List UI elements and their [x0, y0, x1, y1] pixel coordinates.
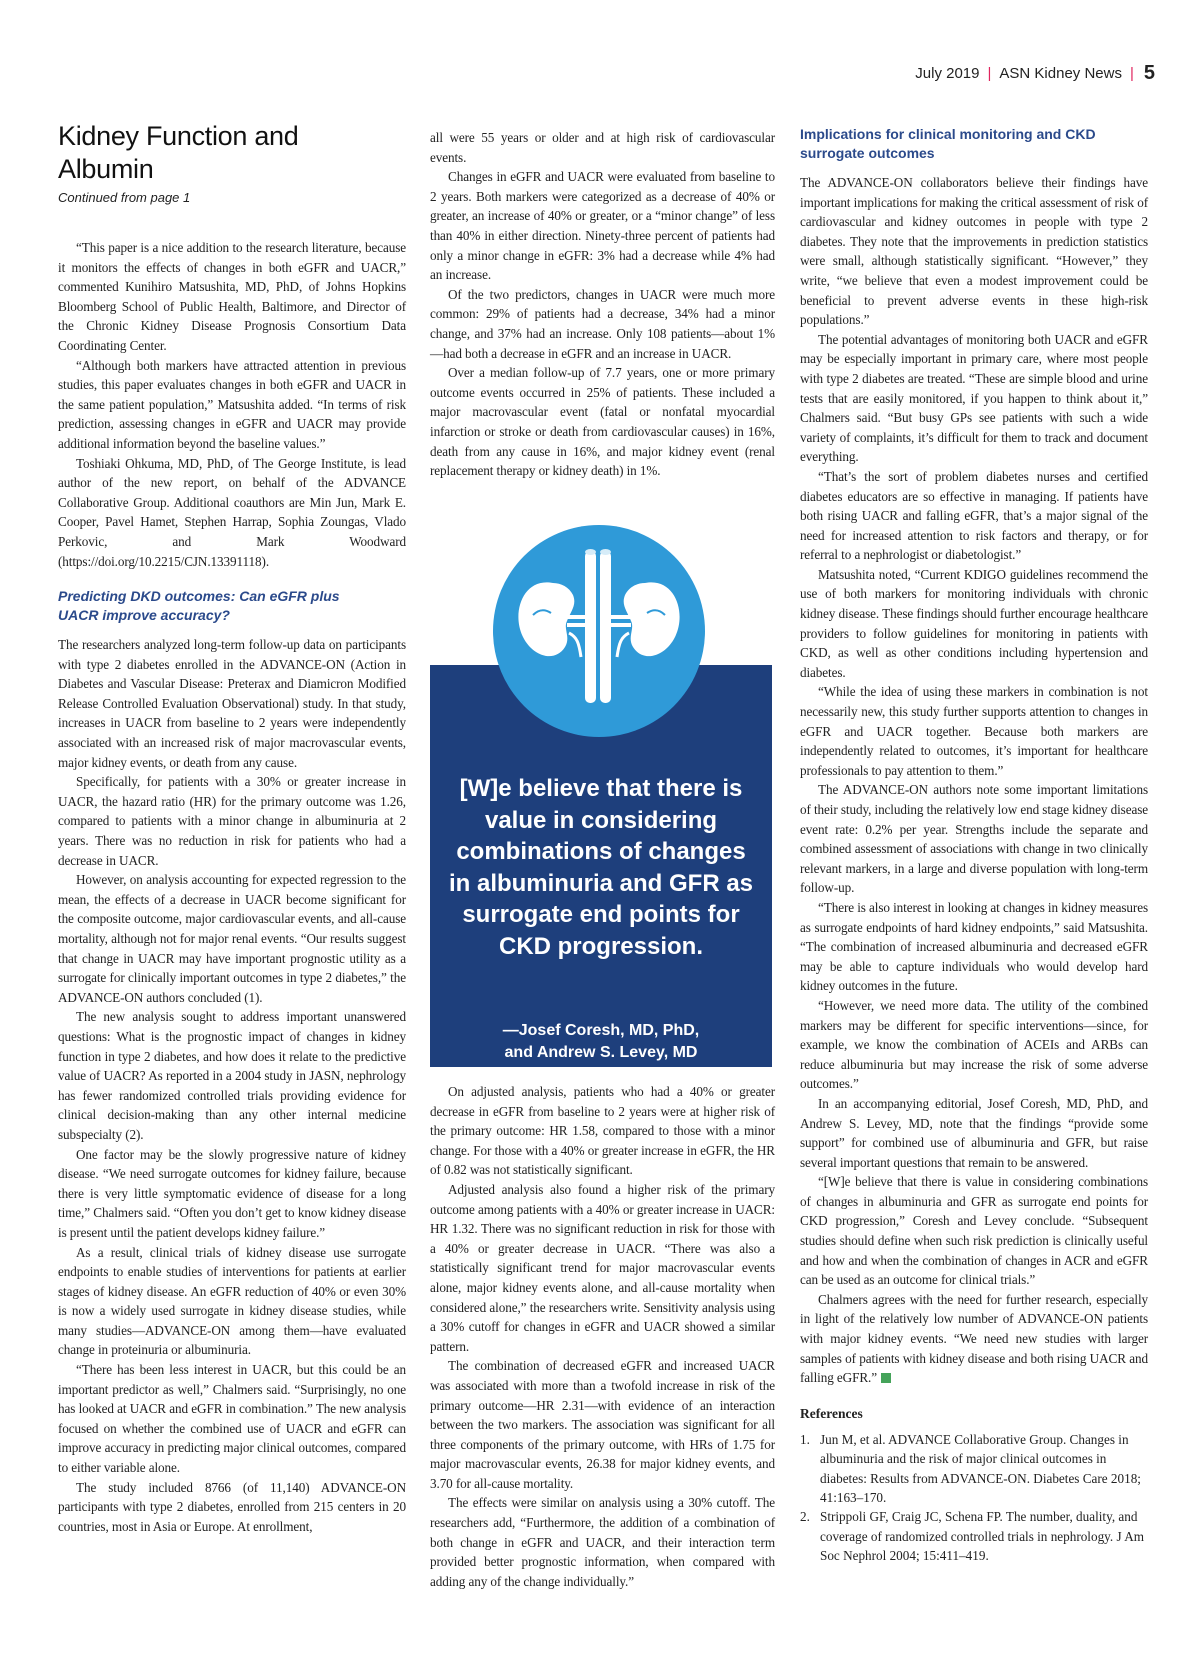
paragraph: “There is also interest in looking at changes in kidney measures as surrogate endpoints of hard kidney endpoints,” said Matsushita. “The combination of increased albuminuria and decreased eGFR may be able to capture individuals who would develop hard kidney outcomes in the future.	[800, 899, 1148, 994]
header-divider: |	[1129, 64, 1134, 82]
column-3	[800, 125, 1148, 1566]
paragraph: “That’s the sort of problem diabetes nurses and certified diabetes educators are so effective in managing. If patients have both rising UACR and falling eGFR, that’s a major signal of the need for increased attention to risk factors and therapy, or for referral to a nephrologist or diabetologist.”	[800, 468, 1148, 563]
page-number: 5	[1143, 61, 1155, 84]
subhead-predicting: Predicting DKD outcomes: Can eGFR plus UACR improve accuracy?	[58, 588, 340, 624]
paragraph: Specifically, for patients with a 30% or greater increase in UACR, the hazard ratio (HR) for the primary outcome was 1.26, compared to patients with a minor change in albuminuria at 2 years. There was no reduction in risk for patients who had a decrease in UACR.	[58, 774, 406, 868]
paragraph: The potential advantages of monitoring both UACR and eGFR may be especially important in primary care, where most people with type 2 diabetes are treated. “These are simple blood and urine tests that are easily monitored, if you happen to think about it,” Chalmers said. “But busy GPs see patients with such a wide variety of complaints, it’s difficult for them to track and document everything.	[800, 331, 1148, 465]
publication-name: ASN Kidney News	[999, 64, 1122, 82]
paragraph: However, on analysis accounting for expected regression to the mean, the effects of a decrease in UACR become significant for the composite outcome, major cardiovascular events, and all-cause mortality, although not for major renal events. “Our results suggest that change in UACR may have important prognostic utility as a surrogate for clinically important outcomes in type 2 diabetes,” the ADVANCE-ON authors concluded (1).	[58, 872, 406, 1005]
paragraph: One factor may be the slowly progressive nature of kidney disease. “We need surrogate outcomes for kidney failure, because there is very little symptomatic evidence of disease for a long time,” Chalmers said. “Often you don’t get to know kidney disease is present until the patient develops kidney failure.”	[58, 1146, 406, 1240]
reference-text: Jun M, et al. ADVANCE Collaborative Group. Changes in albuminuria and the risk of major clinical outcomes in diabetes: Results from ADVANCE-ON. Diabetes Care 2018; 41:163–170.	[820, 1431, 1141, 1506]
paragraph: Adjusted analysis also found a higher risk of the primary outcome among patients with a 40% or greater increase in UACR: HR 1.32. There was no significant reduction in risk for those with a 40% or greater decrease in UACR. “There was also a statistically significant trend for major macrovascular events alone, major kidney events alone, and all-cause mortality when considered alone,” the researchers write. Sensitivity analysis using a 30% cutoff for changes in eGFR and UACR showed a similar pattern.	[430, 1181, 775, 1354]
last-paragraph-text: Chalmers agrees with the need for further research, especially in light of the relatively low number of ADVANCE-ON patients with major kidney events. “We need new studies with larger samples of patients with kidney disease and both rising UACR and falling eGFR.”	[800, 1291, 1148, 1386]
paragraph: The researchers analyzed long-term follow-up data on participants with type 2 diabetes enrolled in the ADVANCE-ON (Action in Diabetes and Vascular Disease: Preterax and Diamicron Modified Release Controlled Evaluation Observational) study. In that study, increases in UACR from baseline to 2 years were independently associated with an increased risk of major macrovascular events, major kidney events, or death from any cause.	[58, 637, 406, 770]
references-title: References	[800, 1405, 863, 1421]
paragraph: Over a median follow-up of 7.7 years, one or more primary outcome events occurred in 25% of patients. These included a major macrovascular event (fatal or nonfatal myocardial infarction or stroke or death from cardiovascular causes) in 16%, death from any cause in 16%, and major kidney event (renal replacement therapy or kidney death) in 1%.	[430, 365, 775, 479]
pull-quote-attribution-line: and Andrew S. Levey, MD	[504, 1044, 698, 1061]
kidney-illustration	[493, 525, 705, 737]
paragraph	[800, 1290, 1148, 1388]
paragraph: “However, we need more data. The utility of the combined markers may be different for specific interventions—since, for example, we know the combination of ACEIs and ARBs can reduce albuminuria but may increase the risk of some adverse outcomes.”	[800, 997, 1148, 1092]
paragraph: Toshiaki Ohkuma, MD, PhD, of The George Institute, is lead author of the new report, on behalf of the ADVANCE Collaborative Group. Additional coauthors are Min Jun, Mark E. Cooper, Pavel Hamet, Stephen Harrap, Sophia Zoungas, Vlado Perkovic, and Mark Woodward (https://doi.org/10.2215/CJN.13391118).	[58, 455, 406, 569]
paragraph: “While the idea of using these markers in combination is not necessarily new, this study further supports attention to changes in eGFR and UACR together. Because both markers are independently related to outcomes, it’s important for healthcare professionals to pay attention to them.”	[800, 684, 1148, 778]
header-divider: |	[987, 64, 992, 82]
paragraph: The study included 8766 (of 11,140) ADVANCE-ON participants with type 2 diabetes, enrolled from 215 centers in 20 countries, most in Asia or Europe. At enrollment,	[58, 1479, 406, 1534]
reference-number: 2.	[800, 1509, 810, 1525]
end-mark-icon	[881, 1373, 891, 1383]
paragraph: “This paper is a nice addition to the research literature, because it monitors the effects of changes in both eGFR and UACR,” commented Kunihiro Matsushita, MD, PhD, of Johns Hopkins Bloomberg School of Public Health, Baltimore, and Director of the Chronic Kidney Disease Prognosis Consortium Data Coordinating Center.	[58, 240, 406, 353]
reference-number: 1.	[800, 1431, 810, 1447]
paragraph: “Although both markers have attracted attention in previous studies, this paper evaluates changes in both eGFR and UACR in the same patient population,” Matsushita added. “In terms of risk prediction, assessing changes in eGFR and UACR may provide additional information beyond the baseline values.”	[58, 357, 406, 451]
reference-item	[800, 1507, 1148, 1565]
paragraph: “There has been less interest in UACR, but this could be an important predictor as well,” Chalmers said. “Surprisingly, no one has looked at UACR and eGFR in combination.” The new analysis focused on whether the combined use of UACR and eGFR can improve accuracy in predicting major clinical outcomes, compared to either variable alone.	[58, 1362, 406, 1476]
col1-body-b	[58, 635, 406, 1536]
paragraph: The ADVANCE-ON collaborators believe their findings have important implications for making the critical assessment of risk of cardiovascular and kidney outcomes in people with type 2 diabetes. They note that the improvements in prediction statistics were small, although statistically significant. “However,” they write, “we believe that even a modest improvement could be beneficial to prevent adverse events in these high-risk populations.”	[800, 175, 1148, 328]
paragraph: On adjusted analysis, patients who had a 40% or greater decrease in eGFR from baseline to 2 years were at higher risk of the primary outcome: HR 1.58, compared to those with a minor change. For those with a 40% or greater increase in eGFR, the HR of 0.82 was not statistically significant.	[430, 1084, 775, 1178]
issue-date: July 2019	[915, 64, 980, 82]
paragraph: Changes in eGFR and UACR were evaluated from baseline to 2 years. Both markers were categorized as a decrease of 40% or greater, an increase of 40% or greater, or a “minor change” of less than 40% in either direction. Ninety-three percent of patients had only a minor change in eGFR: 3% had a decrease while 4% had an increase.	[430, 169, 775, 283]
subhead-implications: Implications for clinical monitoring and CKD surrogate outcomes	[800, 126, 1096, 161]
column-1	[58, 120, 406, 1536]
paragraph: The new analysis sought to address important unanswered questions: What is the prognostic impact of changes in kidney function in type 2 diabetes, and how does it relate to the predictive value of UACR? As reported in a 2004 study in JASN, nephrology has fewer randomized controlled trials providing evidence for clinical decision-making than any other internal medicine subspecialty (2).	[58, 1009, 406, 1142]
reference-item	[800, 1430, 1148, 1508]
paragraph: The effects were similar on analysis using a 30% cutoff. The researchers add, “Furthermore, the addition of a combination of both change in eGFR and UACR, and their interaction term provided better prognostic information, when compared with adding any of the change individually.”	[430, 1495, 775, 1589]
col1-body	[58, 238, 406, 571]
paragraph: The combination of decreased eGFR and increased UACR was associated with more than a twofold increase in risk of the primary outcome—HR 2.31—with evidence of an interaction between the two markers. The association was significant for all three components of the primary outcome, with HRs of 1.75 for major macrovascular events, 26.38 for major kidney events, and 3.70 for all-cause mortality.	[430, 1358, 775, 1491]
paragraph: Matsushita noted, “Current KDIGO guidelines recommend the use of both markers for monitoring individuals with chronic kidney disease. These findings should further encourage healthcare providers to follow guidelines for monitoring in patients with CKD, as well as other conditions including hypertension and diabetes.	[800, 566, 1148, 680]
paragraph: “[W]e believe that there is value in considering combinations of changes in albuminuria and GFR as surrogate end points for CKD progression,” Coresh and Levey conclude. “Subsequent studies should define when such risk prediction is clinically useful and how and when the combination of changes in ACR and eGFR can be used as an outcome for clinical trials.”	[800, 1174, 1148, 1288]
continued-note: Continued from page 1	[58, 190, 191, 205]
page-header	[915, 58, 1155, 88]
paragraph: In an accompanying editorial, Josef Coresh, MD, PhD, and Andrew S. Levey, MD, note that the findings “provide some support” for combined use of albuminuria and GFR, but raise several important questions that remain to be answered.	[800, 1095, 1148, 1170]
paragraph: The ADVANCE-ON authors note some important limitations of their study, including the relatively low end stage kidney disease event rate: 0.2% per year. Strengths include the separate and combined assessment of associations with change in two clinically relevant markers, in a large and diverse population with long-term follow-up.	[800, 782, 1148, 896]
article-title: Kidney Function and Albumin	[58, 121, 299, 184]
paragraph: all were 55 years or older and at high risk of cardiovascular events.	[430, 130, 775, 165]
column-2-bottom	[430, 1082, 775, 1591]
paragraph: As a result, clinical trials of kidney disease use surrogate endpoints to enable studies of interventions for patients at earlier stages of kidney disease. An eGFR reduction of 40% or even 30% is now a widely used surrogate in kidney disease studies, while many studies—ADVANCE-ON among them—have evaluated change in proteinuria or albuminuria.	[58, 1244, 406, 1358]
pull-quote-text: [W]e believe that there is value in considering combinations of changes in albuminuria and GFR as surrogate end points for CKD progression.	[448, 775, 754, 960]
kidney-icon	[493, 525, 705, 737]
column-2-top	[430, 128, 775, 481]
reference-text: Strippoli GF, Craig JC, Schena FP. The number, duality, and coverage of randomized controlled trials in nephrology. J Am Soc Nephrol 2004; 15:411–419.	[820, 1509, 1144, 1564]
pull-quote-attribution	[440, 1020, 762, 1064]
pull-quote-attribution-line: —Josef Coresh, MD, PhD,	[502, 1022, 700, 1039]
paragraph: Of the two predictors, changes in UACR were much more common: 29% of patients had a decrease, 34% had a minor change, and 37% had an increase. Only 108 patients—about 1%—had both a decrease in eGFR and an increase in UACR.	[430, 286, 775, 361]
